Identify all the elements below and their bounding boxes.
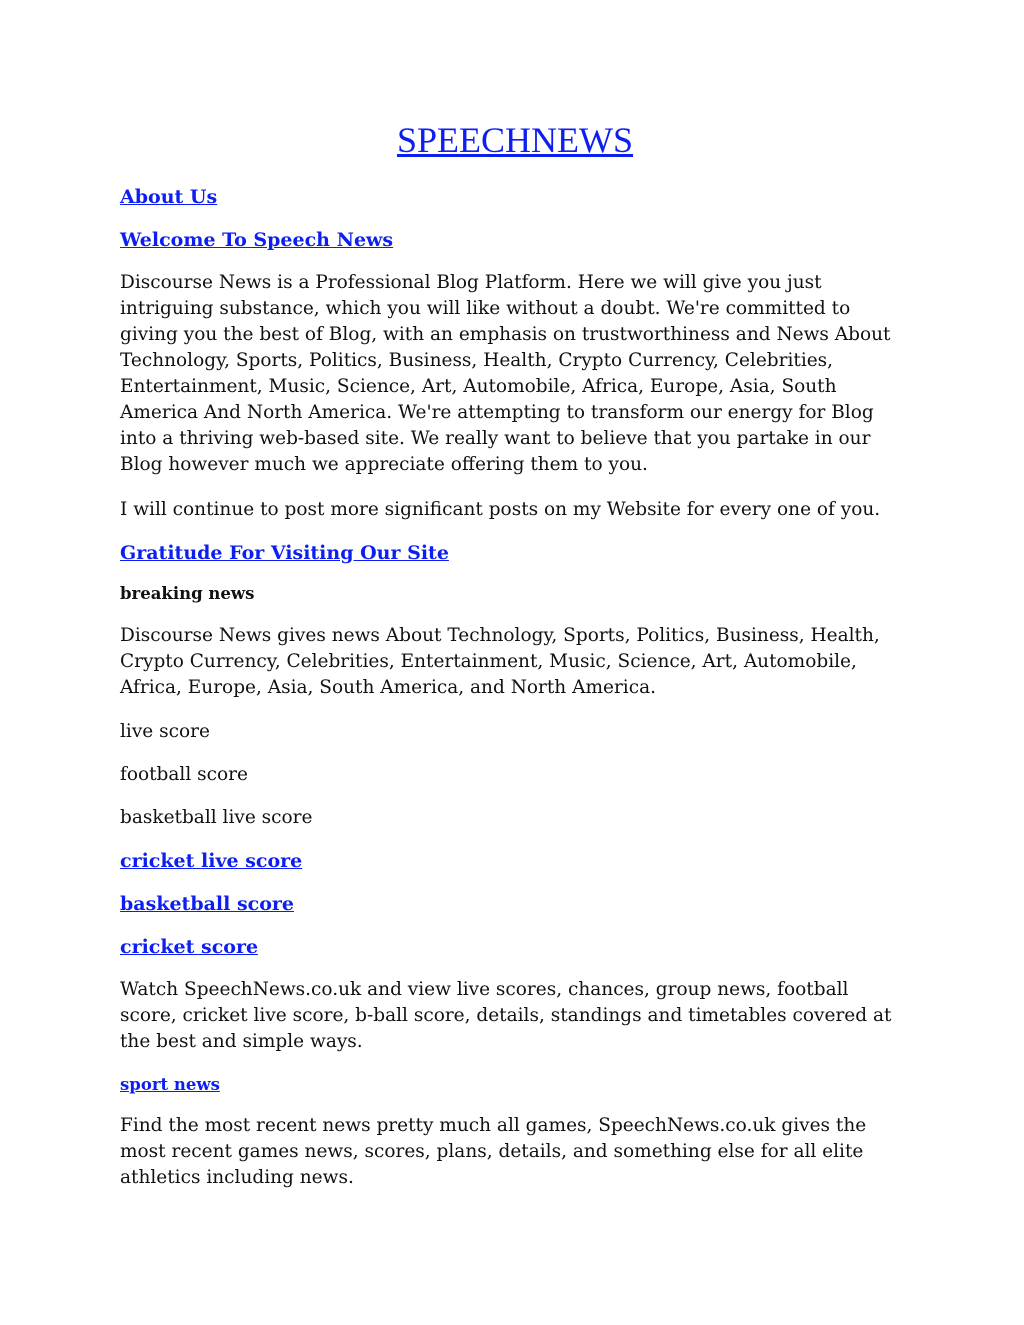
basketball-live-score-text: basketball live score xyxy=(120,807,313,828)
sport-news-row xyxy=(120,1072,910,1098)
welcome-link[interactable]: Welcome To Speech News xyxy=(120,229,394,251)
sport-news-link[interactable]: sport news xyxy=(120,1075,220,1094)
welcome-row xyxy=(120,227,910,254)
site-title xyxy=(120,118,910,162)
cricket-score-link[interactable]: cricket score xyxy=(120,936,259,958)
about-us-link[interactable]: About Us xyxy=(120,186,218,208)
basketball-score-row xyxy=(120,891,910,918)
live-score-text: live score xyxy=(120,721,210,742)
cricket-live-score-row xyxy=(120,848,910,875)
continue-paragraph: I will continue to post more significant posts on my Website for every one of you. xyxy=(120,499,881,520)
topics-paragraph: Discourse News gives news About Technology, Sports, Politics, Business, Health, Crypto Currency, Celebrities, Entertainment, Music, Science, Art, Automobile, Africa, Europe, Asia, South America, and North America. xyxy=(120,625,880,698)
cricket-score-row xyxy=(120,934,910,961)
gratitude-row xyxy=(120,540,910,567)
football-score-text: football score xyxy=(120,764,248,785)
basketball-score-link[interactable]: basketball score xyxy=(120,893,295,915)
breaking-news-label: breaking news xyxy=(120,584,255,603)
watch-paragraph: Watch SpeechNews.co.uk and view live scores, chances, group news, football score, cricket live score, b-ball score, details, standings and timetables covered at the best and simple ways. xyxy=(120,979,892,1052)
site-title-link[interactable]: SPEECHNEWS xyxy=(396,120,634,160)
intro-paragraph: Discourse News is a Professional Blog Platform. Here we will give you just intriguing substance, which you will like without a doubt. We're committed to giving you the best of Blog, with an emphasis on trustworthiness and News About Technology, Sports, Politics, Business, Health, Crypto Currency, Celebrities, Entertainment, Music, Science, Art, Automobile, Africa, Europe, Asia, South America And North America. We're attempting to transform our energy for Blog into a thriving web-based site. We really want to believe that you partake in our Blog however much we appreciate offering them to you. xyxy=(120,272,891,475)
cricket-live-score-link[interactable]: cricket live score xyxy=(120,850,303,872)
about-us-row xyxy=(120,184,910,211)
gratitude-link[interactable]: Gratitude For Visiting Our Site xyxy=(120,542,449,564)
find-paragraph: Find the most recent news pretty much all games, SpeechNews.co.uk gives the most recent games news, scores, plans, details, and something else for all elite athletics including news. xyxy=(120,1115,867,1188)
